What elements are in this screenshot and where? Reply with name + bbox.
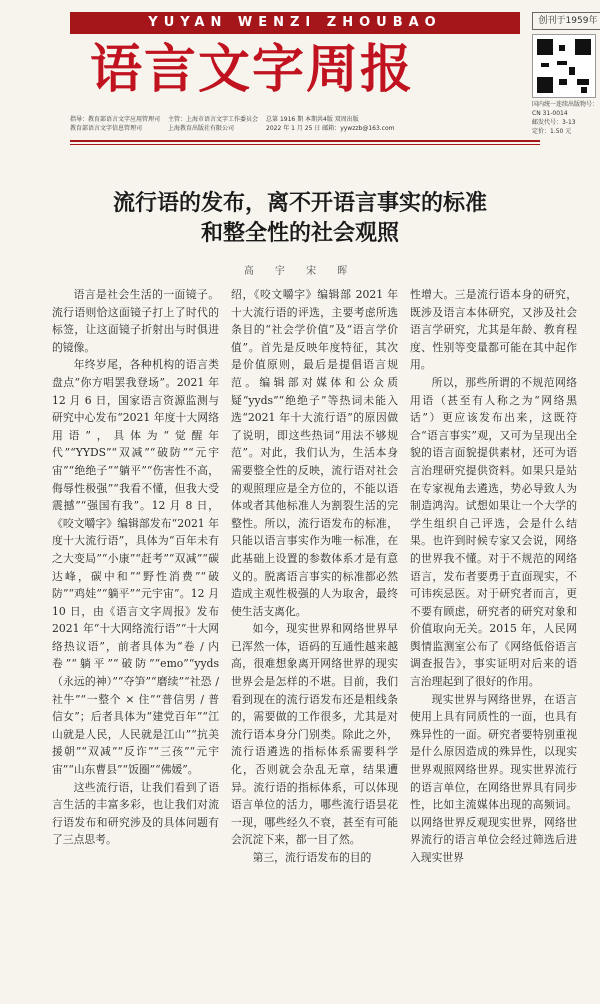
column-2 [231,286,398,1002]
article-byline: 高 宇 宋 晖 [243,266,357,277]
newspaper-name: 语言文字周报 [90,39,415,100]
article-body [52,286,582,1002]
masthead-pinyin: YUYAN WENZI ZHOUBAO [70,12,520,34]
masthead-rule-thin [70,144,540,145]
founded-label: 创刊于1959年 [532,12,600,30]
publication-info: 国内统一连续出版物号： CN 31-0014 邮发代号：3-13 定价：1.50 元 [532,101,599,135]
paragraph: 语言是社会生活的一面镜子。流行语则恰这面镜子打上了时代的标签，让这面镜子折射出与时俱进的镜像。 [52,288,219,354]
masthead-rule [70,140,540,142]
paragraph: 这些流行语，让我们看到了语言生活的丰富多彩，也让我们对流行语发布和研究涉及的具体问题有了三点思考。 [52,780,219,847]
paragraph: 绍，《咬文嚼字》编辑部 2021 年十大流行语的评选，主要考虑所选条目的“社会学价值”及“语言学价值”。首先是反映年度特征，其次是价值原则，最后是提倡语言规范。编辑部对媒体和公众质疑“yyds”“绝绝子”等热词未能入选“2021 年十大流行语”的原因做了说明，即这些热词“用法不够规范”。对此，我们认为，生活本身需要整全性的反映，流行语对社会的观照理应是全方位的，不能以语体或者其他标准人为割裂生活的完整性。所以，流行语发布的标准，只能以语言事实作为唯一标准，在此基础上设置的参数体系才是有意义的。脱离语言事实的标准都必然造成主观性极强的人为取舍，最终使生活支离化。 [231,288,398,618]
article-headline-line-2: 和整全性的社会观照 [200,220,399,246]
column-1 [52,286,219,1002]
paragraph: 如今，现实世界和网络世界早已浑然一体，语码的互通性越来越高，很难想象离开网络世界的现实世界会是怎样的不堪。目前，我们看到现在的流行语发布还是粗线条的，需要做的工作很多，尤其是对流行语本身分门别类。除此之外，流行语遴选的指标体系需要科学化，否则就会杂乱无章，结果遭异。流行语的指标体系，可以体现语言单位的活力，哪些流行语昙花一现，哪些经久不衰，甚至有可能会沉淀下来，都一目了然。 [231,622,398,847]
qr-code-icon [532,34,596,98]
article-headline-line-1: 流行语的发布，离不开语言事实的标准 [112,190,487,216]
paragraph: 性增大。三是流行语本身的研究，既涉及语言本体研究，又涉及社会语言学研究，尤其是年龄、教育程度、性别等变量都可能在其中起作用。 [410,288,577,372]
paragraph: 所以，那些所谓的不规范网络用语（甚至有人称之为“网络黑话”）更应该发布出来，这既符合“语言事实”观，又可为呈现出全貌的语言面貌提供素材，还可为语言治理研究提供资料。如果只是站在专家视角去遴选，势必导致人为制造鸿沟。试想如果让一个大学的学生组织自己评选，会是什么结果。也许到时候专家又会说，网络的世界我不懂。对于不规范的网络语言，发布者要勇于直面现实，不可讳疾忌医。对于研究者而言，更不要有顾虑，研究者的研究对象和价值取向无关。2015 年，人民网舆情监测室公布了《网络低俗语言调查报告》，事实证明对后来的语言治理起到了很好的作用。 [410,375,577,689]
paragraph: 现实世界与网络世界，在语言使用上具有同质性的一面，也具有殊异性的一面。研究者要特别重视是什么原因造成的殊异性，以现实世界观照网络世界。现实世界流行的语言单位，在网络世界具有同步性，比如主流媒体出现的高频词。以网络世界反观现实世界，网络世界流行的语言单位会经过筛选后进入现实世界 [410,692,577,864]
column-3 [410,286,577,1002]
imprint-line: 指导：教育部语言文字应用管理司 教育部语言文字信息管理司 主管：上海市语言文字工作委员会 上海教育出版社有限公司 总第 1916 期 本期共4版 双周出版 2022 年 1 月 25 日 邮箱：yywzzb@163.com [70,116,395,132]
paragraph: 年终岁尾，各种机构的语言类盘点“你方唱罢我登场”。2021 年 12 月 6 日，国家语言资源监测与研究中心发布“2021 年度十大网络用语”，具体为“觉醒年代”“YYDS”“双减”“破防”“元宇宙”“绝绝子”“躺平”“伤害性不高，侮辱性极强”“我看不懂，但我大受震撼”“强国有我”。12 月 8 日，《咬文嚼字》编辑部发布“2021 年度十大流行语”，具体为“百年未有之大变局”“小康”“赶考”“双减”“碳达峰，碳中和”“野性消费”“破防”“鸡娃”“躺平”“元宇宙”。12 月 10 日，由《语言文字周报》发布 2021 年“十大网络流行语”“十大网络热议语”，前者具体为“卷 / 内卷”“躺平”“破防”“emo”“yyds（永远的神）”“夺笋”“磨续”“社恐 / 社牛”“一整个 × 住”“普信男 / 普信女”；后者具体为“建党百年”“江山就是人民，人民就是江山”“抗美援朝”“双减”“反诈”“三孩”“元宇宙”“山东曹县”“饭圈”“佛媛”。 [52,358,219,777]
paragraph: 第三，流行语发布的目的 [252,851,372,864]
